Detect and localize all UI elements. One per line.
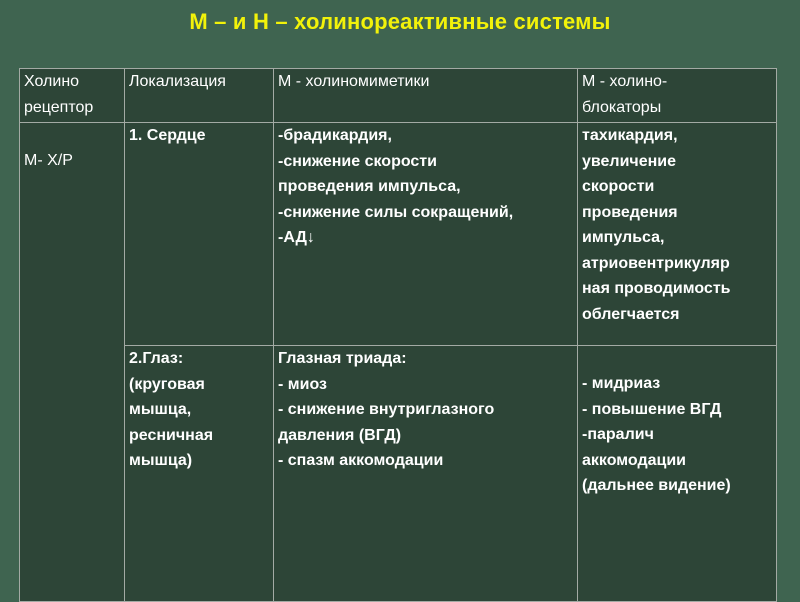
list-item: мышца): [129, 452, 193, 469]
list-item: Глазная триада:: [278, 350, 407, 367]
list-item: -АД↓: [278, 229, 315, 246]
table-row-eye: [20, 346, 777, 602]
list-item: (дальнее видение): [582, 477, 731, 494]
list-item: проведения импульса,: [278, 178, 461, 195]
list-item: ресничная: [129, 426, 214, 444]
list-item: скорости: [582, 178, 655, 195]
localization-cell: [125, 346, 274, 602]
list-item: - мидриаз: [582, 375, 661, 392]
slide-title: М – и Н – холинореактивные системы: [189, 9, 611, 34]
header-blockers: [578, 69, 777, 123]
list-item: увеличение: [582, 152, 677, 170]
list-item: 2.Глаз:: [129, 350, 184, 367]
list-item: проведения: [582, 203, 678, 221]
header-blockers-line2: блокаторы: [582, 98, 662, 116]
list-item: -брадикардия,: [278, 127, 392, 144]
cholinoreceptor-table: [19, 68, 777, 602]
blockers-cell: [578, 123, 777, 346]
list-item: - снижение внутриглазного: [278, 401, 495, 418]
list-item: -снижение скорости: [278, 152, 437, 170]
list-item: аккомодации: [582, 451, 687, 469]
header-receptor-line2: рецептор: [24, 98, 94, 116]
list-item: - миоз: [278, 375, 327, 393]
header-blockers-line1: М - холино-: [582, 73, 668, 90]
localization-cell: [125, 123, 274, 346]
list-item: тахикардия,: [582, 127, 678, 144]
list-item: - спазм аккомодации: [278, 452, 444, 469]
header-localization: Локализация: [125, 69, 274, 123]
list-item: 1. Сердце: [129, 127, 206, 144]
header-mimetics: М - холиномиметики: [274, 69, 578, 123]
header-receptor-line1: Холино: [24, 73, 80, 90]
header-receptor: [20, 69, 125, 123]
table-row-heart: [20, 123, 777, 346]
list-item: ная проводимость: [582, 280, 731, 297]
table-header-row: [20, 69, 777, 123]
list-item: -снижение силы сокращений,: [278, 203, 514, 221]
list-item: -паралич: [582, 426, 654, 443]
list-item: импульса,: [582, 229, 665, 246]
mimetics-cell: [274, 123, 578, 346]
list-item: мышца,: [129, 401, 192, 418]
blockers-cell: [578, 346, 777, 602]
mimetics-cell: [274, 346, 578, 602]
receptor-cell: М- Х/Р: [20, 123, 125, 602]
list-item: - повышение ВГД: [582, 400, 722, 418]
list-item: (круговая: [129, 375, 205, 393]
list-item: облегчается: [582, 305, 680, 323]
list-item: давления (ВГД): [278, 426, 402, 444]
list-item: атриовентрикуляр: [582, 254, 730, 272]
